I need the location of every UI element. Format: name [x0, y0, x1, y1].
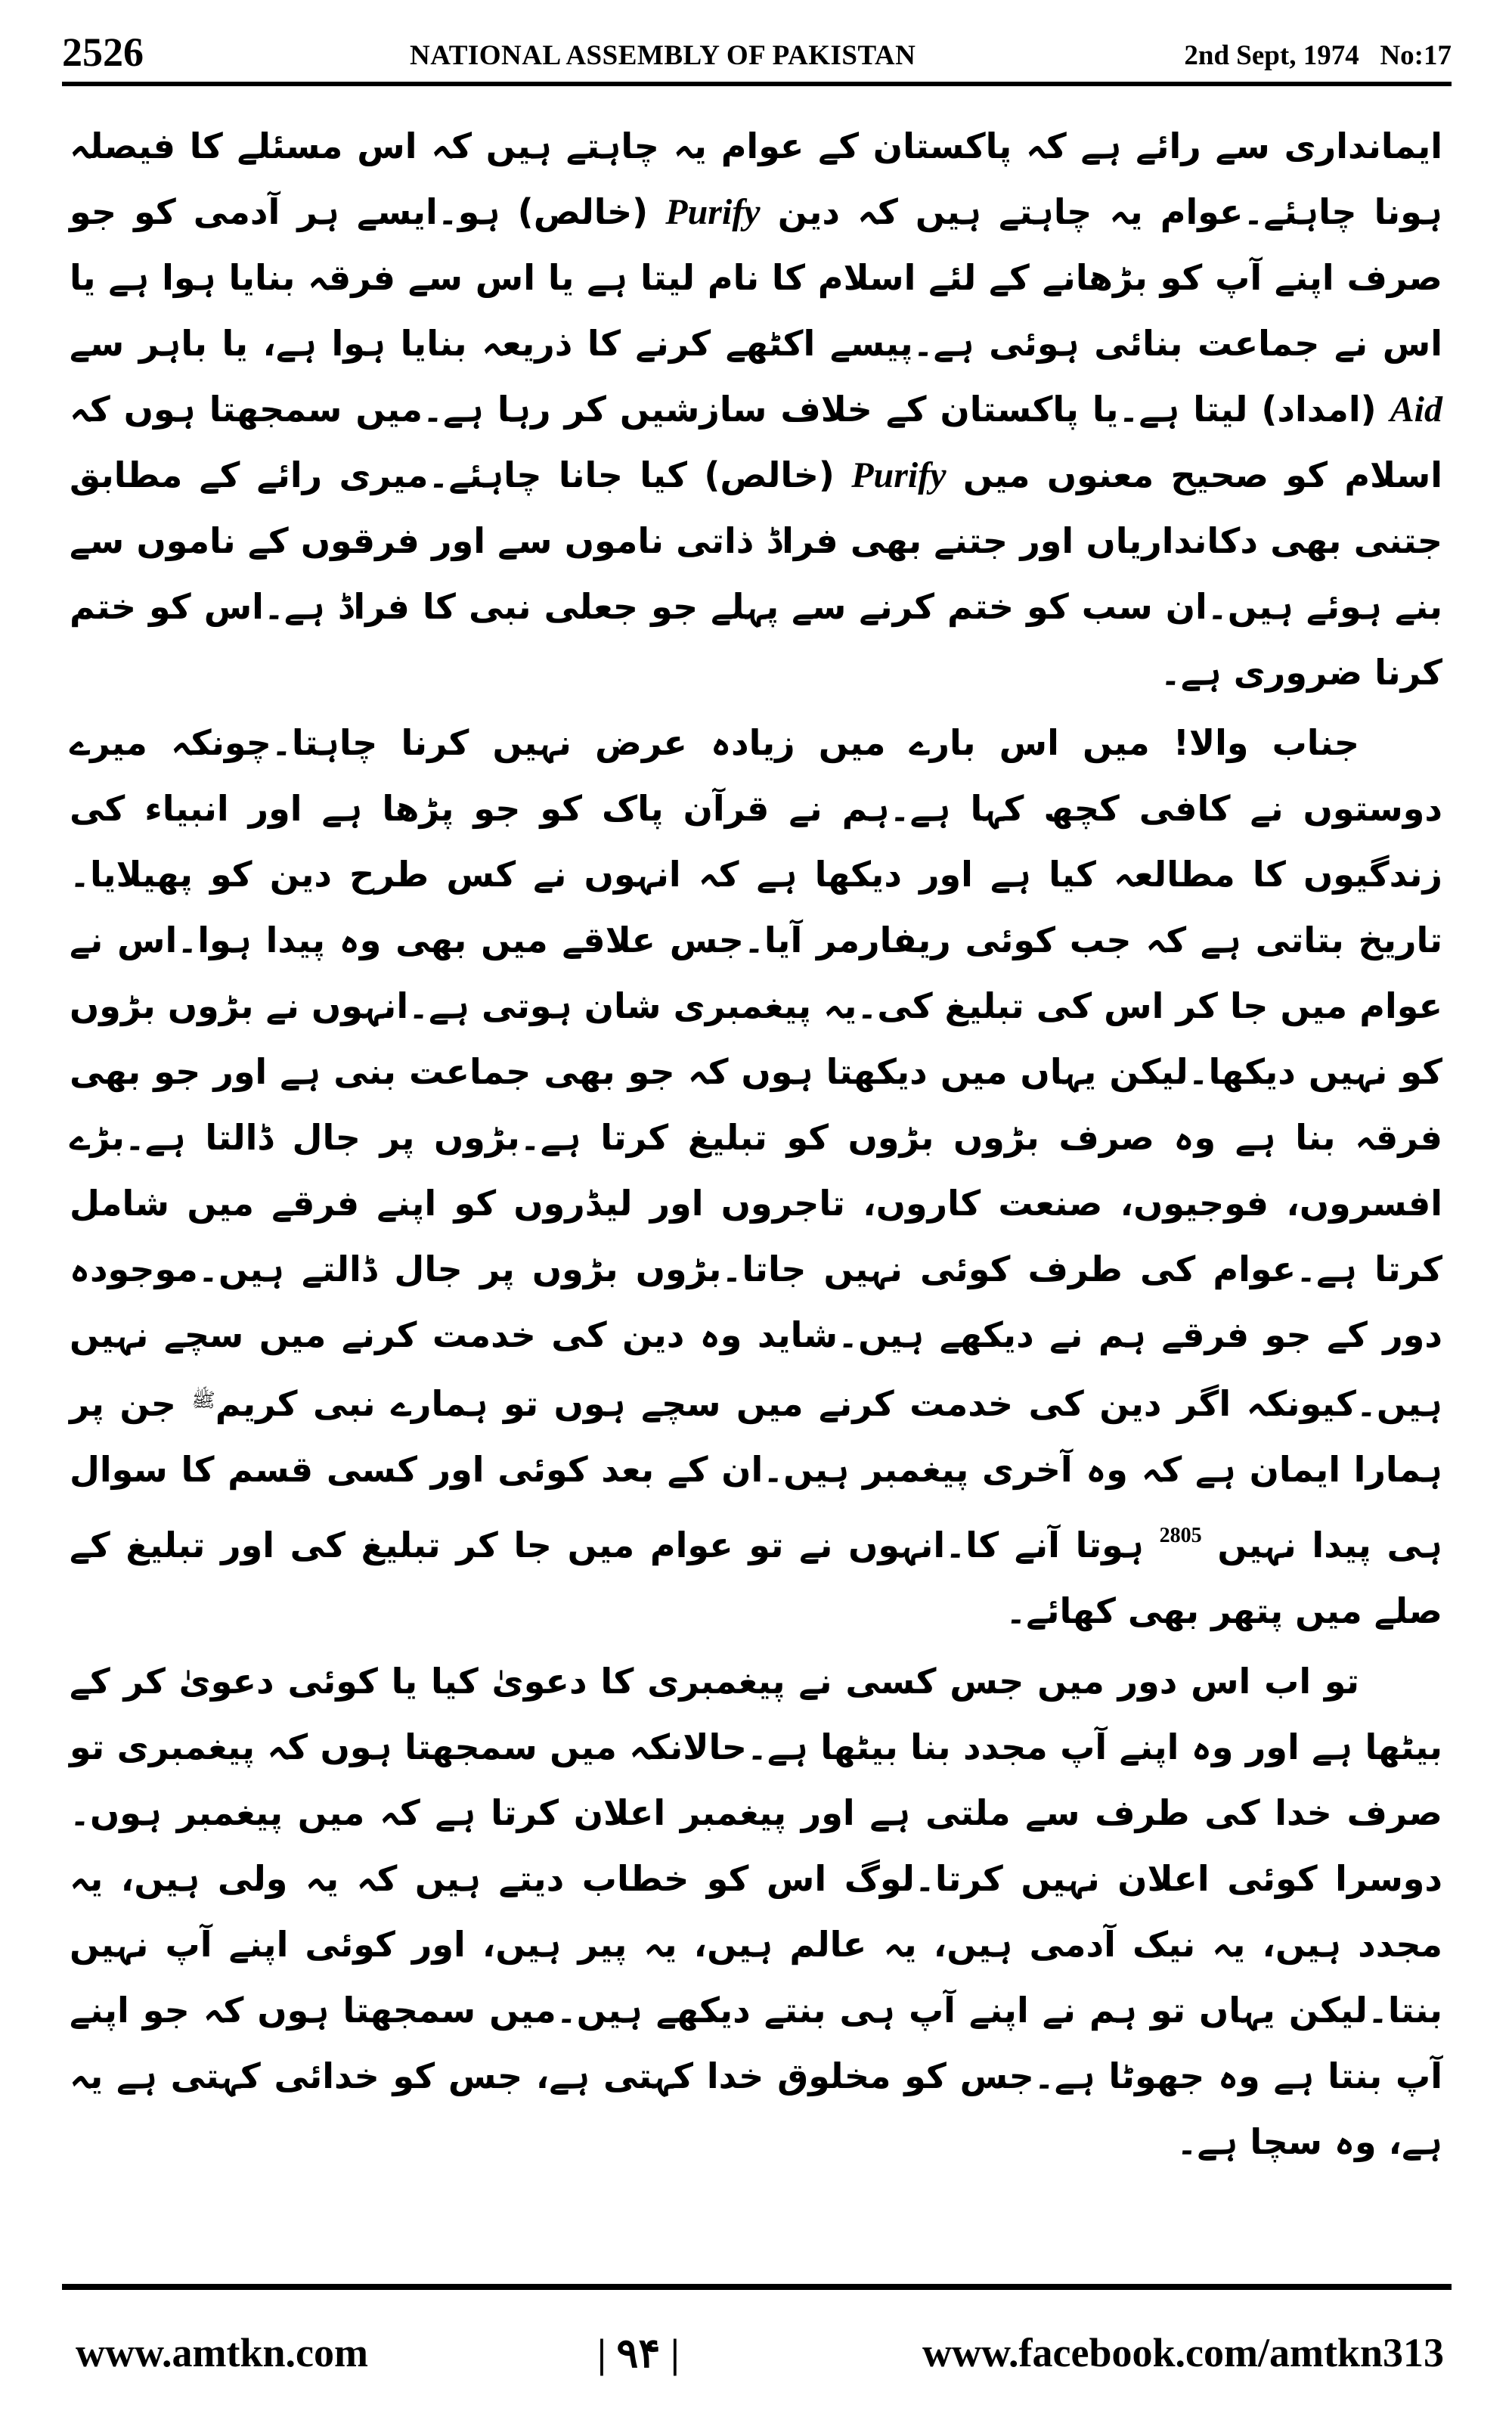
session-number: No:17: [1380, 40, 1452, 71]
page-header: [62, 29, 1452, 82]
paragraph-text: (خالص) ہو۔ایسے ہر آدمی کو جو صرف اپنے آپ کو بڑھانے کے لئے اسلام کا نام لیتا ہے یا اس سے فرقہ بنایا ہوا ہے یا اس نے جماعت بنائی ہوئی ہے۔پیسے اکٹھے کرنے کا ذریعہ بنایا ہوا ہے، یا باہر سے: [70, 191, 1442, 364]
paragraph-text: تو اب اس دور میں جس کسی نے پیغمبری کا دعویٰ کیا یا کوئی دعویٰ کر کے بیٹھا ہے اور وہ اپنے آپ مجدد بنا بیٹھا ہے۔حالانکہ میں سمجھتا ہوں کہ پیغمبری تو صرف خدا کی طرف سے ملتی ہے اور پیغمبر اعلان کرتا ہے کہ میں پیغمبر ہوں۔دوسرا کوئی اعلان نہیں کرتا۔لوگ اس کو خطاب دیتے ہیں کہ یہ ولی ہیں، یہ مجدد ہیں، یہ نیک آدمی ہیں، یہ عالم ہیں، یہ پیر ہیں، اور کوئی اپنے آپ نہیں بنتا۔لیکن یہاں تو ہم نے اپنے آپ ہی بنتے دیکھے ہیں۔میں سمجھتا ہوں کہ جو اپنے آپ بنتا ہے وہ جھوٹا ہے۔جس کو مخلوق خدا کہتی ہے، جس کو خدائی کہتی ہے یہ ہے، وہ سچا ہے۔: [70, 1661, 1442, 2162]
document-body: [70, 113, 1442, 2231]
footer-page-number: | ۹۴ |: [597, 2331, 680, 2376]
page-footer: [76, 2329, 1444, 2390]
latin-term: Aid: [1390, 389, 1442, 430]
honorific-symbol: ﷺ: [191, 1389, 215, 1412]
paragraph-text: جناب والا! میں اس بارے میں زیادہ عرض نہیں کرنا چاہتا۔چونکہ میرے دوستوں نے کافی کچھ کہا ہے۔ہم نے قرآن پاک کو جو پڑھا ہے اور انبیاء کی زندگیوں کا مطالعہ کیا ہے اور دیکھا ہے کہ انہوں نے کس طرح دین کو پھیلایا۔تاریخ بتاتی ہے کہ جب کوئی ریفارمر آیا۔جس علاقے میں بھی وہ پیدا ہوا۔اس نے عوام میں جا کر اس کی تبلیغ کی۔یہ پیغمبری شان ہوتی ہے۔انہوں نے بڑوں بڑوں کو نہیں دیکھا۔لیکن یہاں میں دیکھتا ہوں کہ جو بھی جماعت بنی ہے اور جو بھی فرقہ بنا ہے وہ صرف بڑوں بڑوں کو تبلیغ کرتا ہے۔بڑوں پر جال ڈالتا ہے۔بڑے افسروں، فوجیوں، صنعت کاروں، تاجروں اور لیڈروں کو اپنے فرقے میں شامل کرتا ہے۔عوام کی طرف کوئی نہیں جاتا۔بڑوں بڑوں پر جال ڈالتے ہیں۔موجودہ دور کے جو فرقے ہم نے دیکھے ہیں۔شاید وہ دین کی خدمت کرنے میں سچے نہیں ہیں۔کیونکہ اگر دین کی خدمت کرنے میں سچے ہوں تو ہمارے نبی کریم: [70, 722, 1442, 1424]
paragraph-text: (خالص) کیا جانا چاہئے۔میری رائے کے مطابق جتنی بھی دکانداریاں اور جتنے بھی فراڈ ذاتی ناموں سے اور فرقوں کے ناموں سے بنے ہوئے ہیں۔ان سب کو ختم کرنے سے پہلے جو جعلی نبی کا فراڈ ہے۔اس کو ختم کرنا ضروری ہے۔: [70, 455, 1442, 693]
footnote-reference: 2805: [1159, 1524, 1202, 1547]
website-link[interactable]: www.amtkn.com: [76, 2330, 368, 2375]
footer-divider: [62, 2284, 1452, 2290]
paragraph-3: [70, 1649, 1442, 2175]
page-number: 2526: [62, 29, 144, 75]
paragraph-text: جن پر ہمارا ایمان ہے کہ وہ آخری پیغمبر ہیں۔ان کے بعد کوئی اور کسی قسم کا سوال ہی پیدا نہیں: [70, 1383, 1443, 1565]
paragraph-text: ایمانداری سے رائے ہے کہ پاکستان کے عوام یہ چاہتے ہیں کہ اس مسئلے کا فیصلہ ہونا چاہئے۔عوام یہ چاہتے ہیں کہ دین: [70, 126, 1442, 232]
document-title: NATIONAL ASSEMBLY OF PAKISTAN: [410, 40, 916, 71]
session-date: 2nd Sept, 1974: [1184, 40, 1359, 71]
paragraph-1: [70, 113, 1442, 706]
paragraph-2: [70, 710, 1442, 1644]
paragraph-text: (امداد) لیتا ہے۔یا پاکستان کے خلاف سازشیں کر رہا ہے۔میں سمجھتا ہوں کہ اسلام کو صحیح معنوں میں: [70, 389, 1442, 495]
latin-term: Purify: [665, 192, 761, 232]
paragraph-text: ہوتا آنے کا۔انہوں نے تو عوام میں جا کر تبلیغ کی اور تبلیغ کے صلے میں پتھر بھی کھائے۔: [70, 1525, 1442, 1631]
facebook-link[interactable]: www.facebook.com/amtkn313: [922, 2330, 1444, 2375]
latin-term: Purify: [851, 455, 947, 495]
header-divider: [62, 82, 1452, 86]
header-date-number: [1184, 39, 1452, 72]
